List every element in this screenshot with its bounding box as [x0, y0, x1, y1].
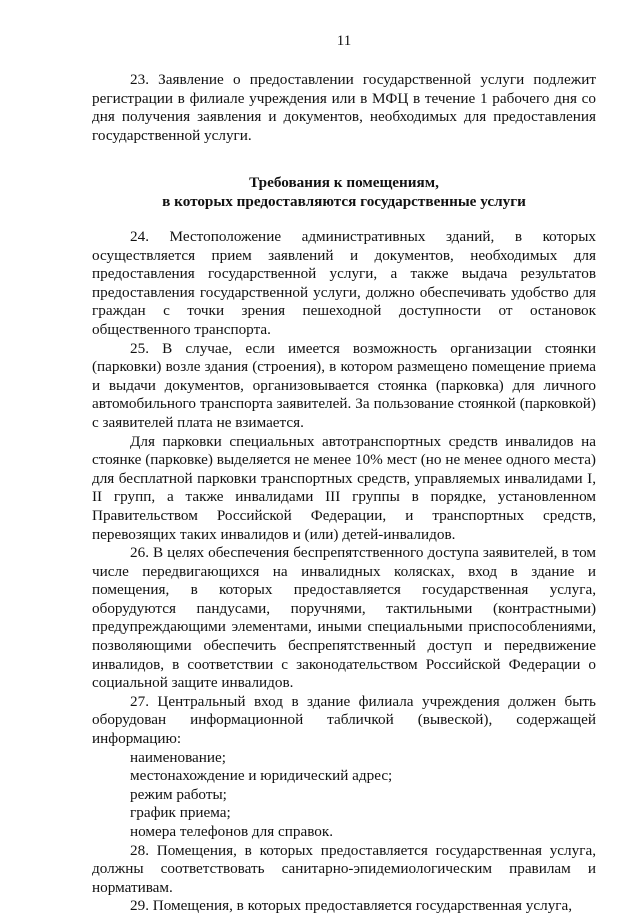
paragraph-23: 23. Заявление о предоставлении государственной услуги подлежит регистрации в филиале учреждения или в МФЦ в течение 1 рабочего дня со дня получения заявления и документов, необходимых для предоставления государственной услуги.	[92, 71, 596, 144]
section-heading-line-2: в которых предоставляются государственные услуги	[162, 193, 526, 210]
section-heading-line-1: Требования к помещениям,	[249, 174, 439, 191]
page-number: 11	[336, 33, 352, 49]
paragraph-27: 27. Центральный вход в здание филиала учреждения должен быть оборудован информационной табличкой (вывеской), содержащей информацию:	[92, 692, 596, 748]
list-item: номера телефонов для справок.	[130, 823, 334, 840]
paragraph-24: 24. Местоположение административных зданий, в которых осуществляется прием заявлений и документов, необходимых для предоставления государственной услуги, а также выдача результатов предоставления государственной услуги, должно обеспечивать удобство для граждан с точки зрения пешеходной доступности от остановок общественного транспорта.	[92, 228, 596, 338]
list-item: график приема;	[130, 804, 231, 822]
section-heading	[92, 173, 596, 211]
paragraph-29: 29. Помещения, в которых предоставляется государственная услуга,	[130, 897, 573, 915]
paragraph-25-parking: Для парковки специальных автотранспортных средств инвалидов на стоянке (парковке) выделяется не менее 10% мест (но не менее одного места) для бесплатной парковки транспортных средств, управляемых инвалидами I, II групп, а также инвалидами III группы в порядке, установленном Правительством Российской Федерации, и транспортных средств, перевозящих таких инвалидов и (или) детей-инвалидов.	[92, 432, 596, 543]
section-body	[92, 228, 596, 916]
list-item: наименование;	[130, 748, 226, 766]
paragraph-25: 25. В случае, если имеется возможность организации стоянки (парковки) возле здания (строения), в котором размещено помещение приема и выдачи документов, организовывается стоянка (парковка) для личного автомобильного транспорта заявителей. За пользование стоянкой (парковкой) с заявителей плата не взимается.	[92, 339, 596, 431]
paragraph-26: 26. В целях обеспечения беспрепятственного доступа заявителей, в том числе передвигающихся на инвалидных колясках, вход в здание и помещения, в которых предоставляется государственная услуга, оборудуются пандусами, поручнями, тактильными (контрастными) предупреждающими элементами, иными специальными приспособлениями, позволяющими обеспечить беспрепятственный доступ и передвижение инвалидов, в соответствии с законодательством Российской Федерации о социальной защите инвалидов.	[92, 544, 596, 692]
list-item: местонахождение и юридический адрес;	[130, 767, 393, 785]
paragraph-28: 28. Помещения, в которых предоставляется государственная услуга, должны соответствовать санитарно-эпидемиологическим правилам и нормативам.	[92, 841, 596, 896]
info-list	[92, 749, 596, 842]
list-item: режим работы;	[130, 785, 227, 803]
